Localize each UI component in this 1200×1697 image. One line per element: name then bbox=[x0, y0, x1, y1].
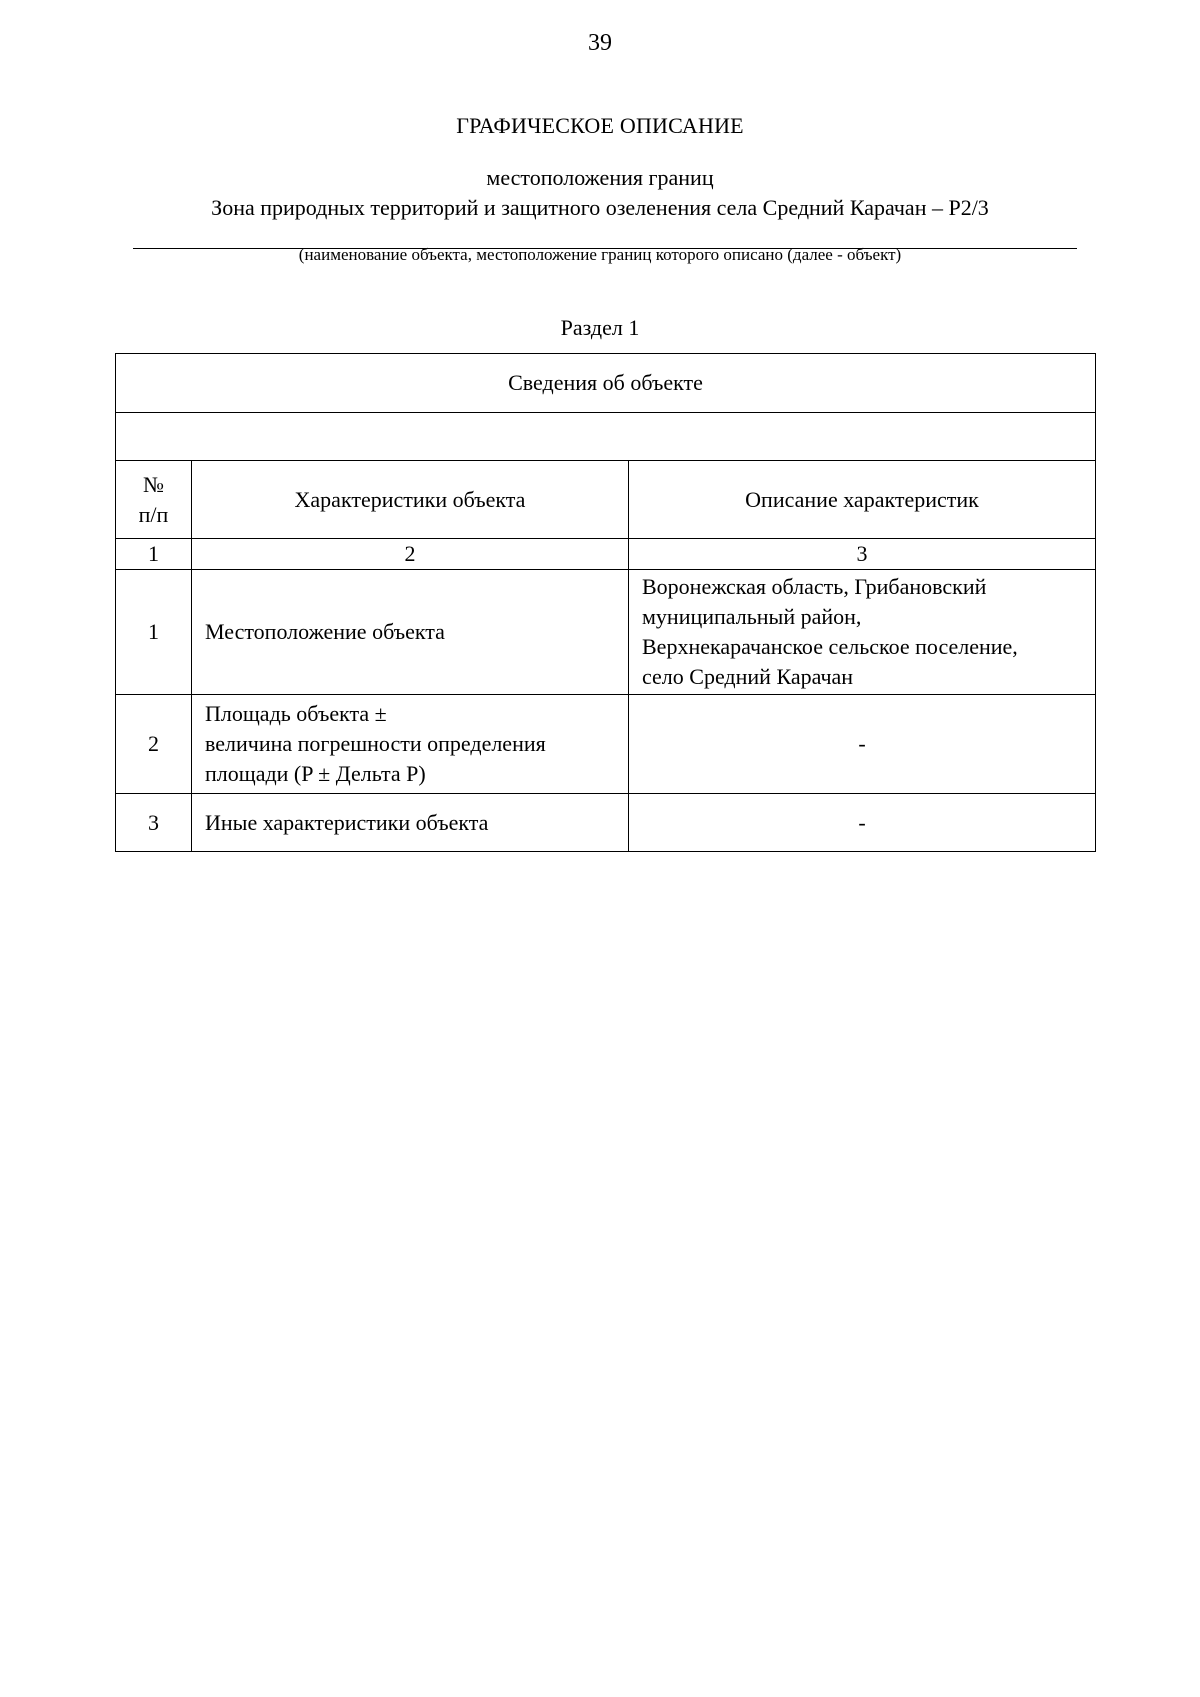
row-characteristic: Иные характеристики объекта bbox=[192, 794, 629, 852]
row-description: Воронежская область, Грибановский муниципальный район, Верхнекарачанское сельское поселение, село Средний Карачан bbox=[629, 570, 1096, 695]
table-row bbox=[116, 570, 1096, 695]
section-title: Раздел 1 bbox=[560, 315, 640, 340]
object-name: Зона природных территорий и защитного озеленения села Средний Карачан – Р2/3 bbox=[211, 195, 989, 220]
row-characteristic: Площадь объекта ± величина погрешности определения площади (P ± Дельта P) bbox=[192, 695, 629, 794]
table-header: Сведения об объекте bbox=[116, 354, 1096, 413]
table-header-row bbox=[116, 354, 1096, 413]
column-index-1: 1 bbox=[116, 539, 192, 570]
column-index-3: 3 bbox=[629, 539, 1096, 570]
document-subtitle: местоположения границ bbox=[486, 165, 714, 190]
table-row bbox=[116, 695, 1096, 794]
column-index-2: 2 bbox=[192, 539, 629, 570]
column-header-description: Описание характеристик bbox=[629, 461, 1096, 539]
column-header-row bbox=[116, 461, 1096, 539]
page-number: 39 bbox=[588, 30, 612, 56]
table-row bbox=[116, 794, 1096, 852]
column-header-characteristic: Характеристики объекта bbox=[192, 461, 629, 539]
table-empty-row bbox=[116, 413, 1096, 461]
row-number: 2 bbox=[116, 695, 192, 794]
column-header-num: № п/п bbox=[116, 461, 192, 539]
row-number: 3 bbox=[116, 794, 192, 852]
column-index-row bbox=[116, 539, 1096, 570]
row-characteristic: Местоположение объекта bbox=[192, 570, 629, 695]
object-name-caption: (наименование объекта, местоположение границ которого описано (далее - объект) bbox=[298, 245, 902, 264]
row-description: - bbox=[629, 794, 1096, 852]
row-number: 1 bbox=[116, 570, 192, 695]
row-description: - bbox=[629, 695, 1096, 794]
empty-cell bbox=[116, 413, 1096, 461]
object-info-table bbox=[115, 353, 1096, 852]
document-title: ГРАФИЧЕСКОЕ ОПИСАНИЕ bbox=[456, 113, 744, 138]
